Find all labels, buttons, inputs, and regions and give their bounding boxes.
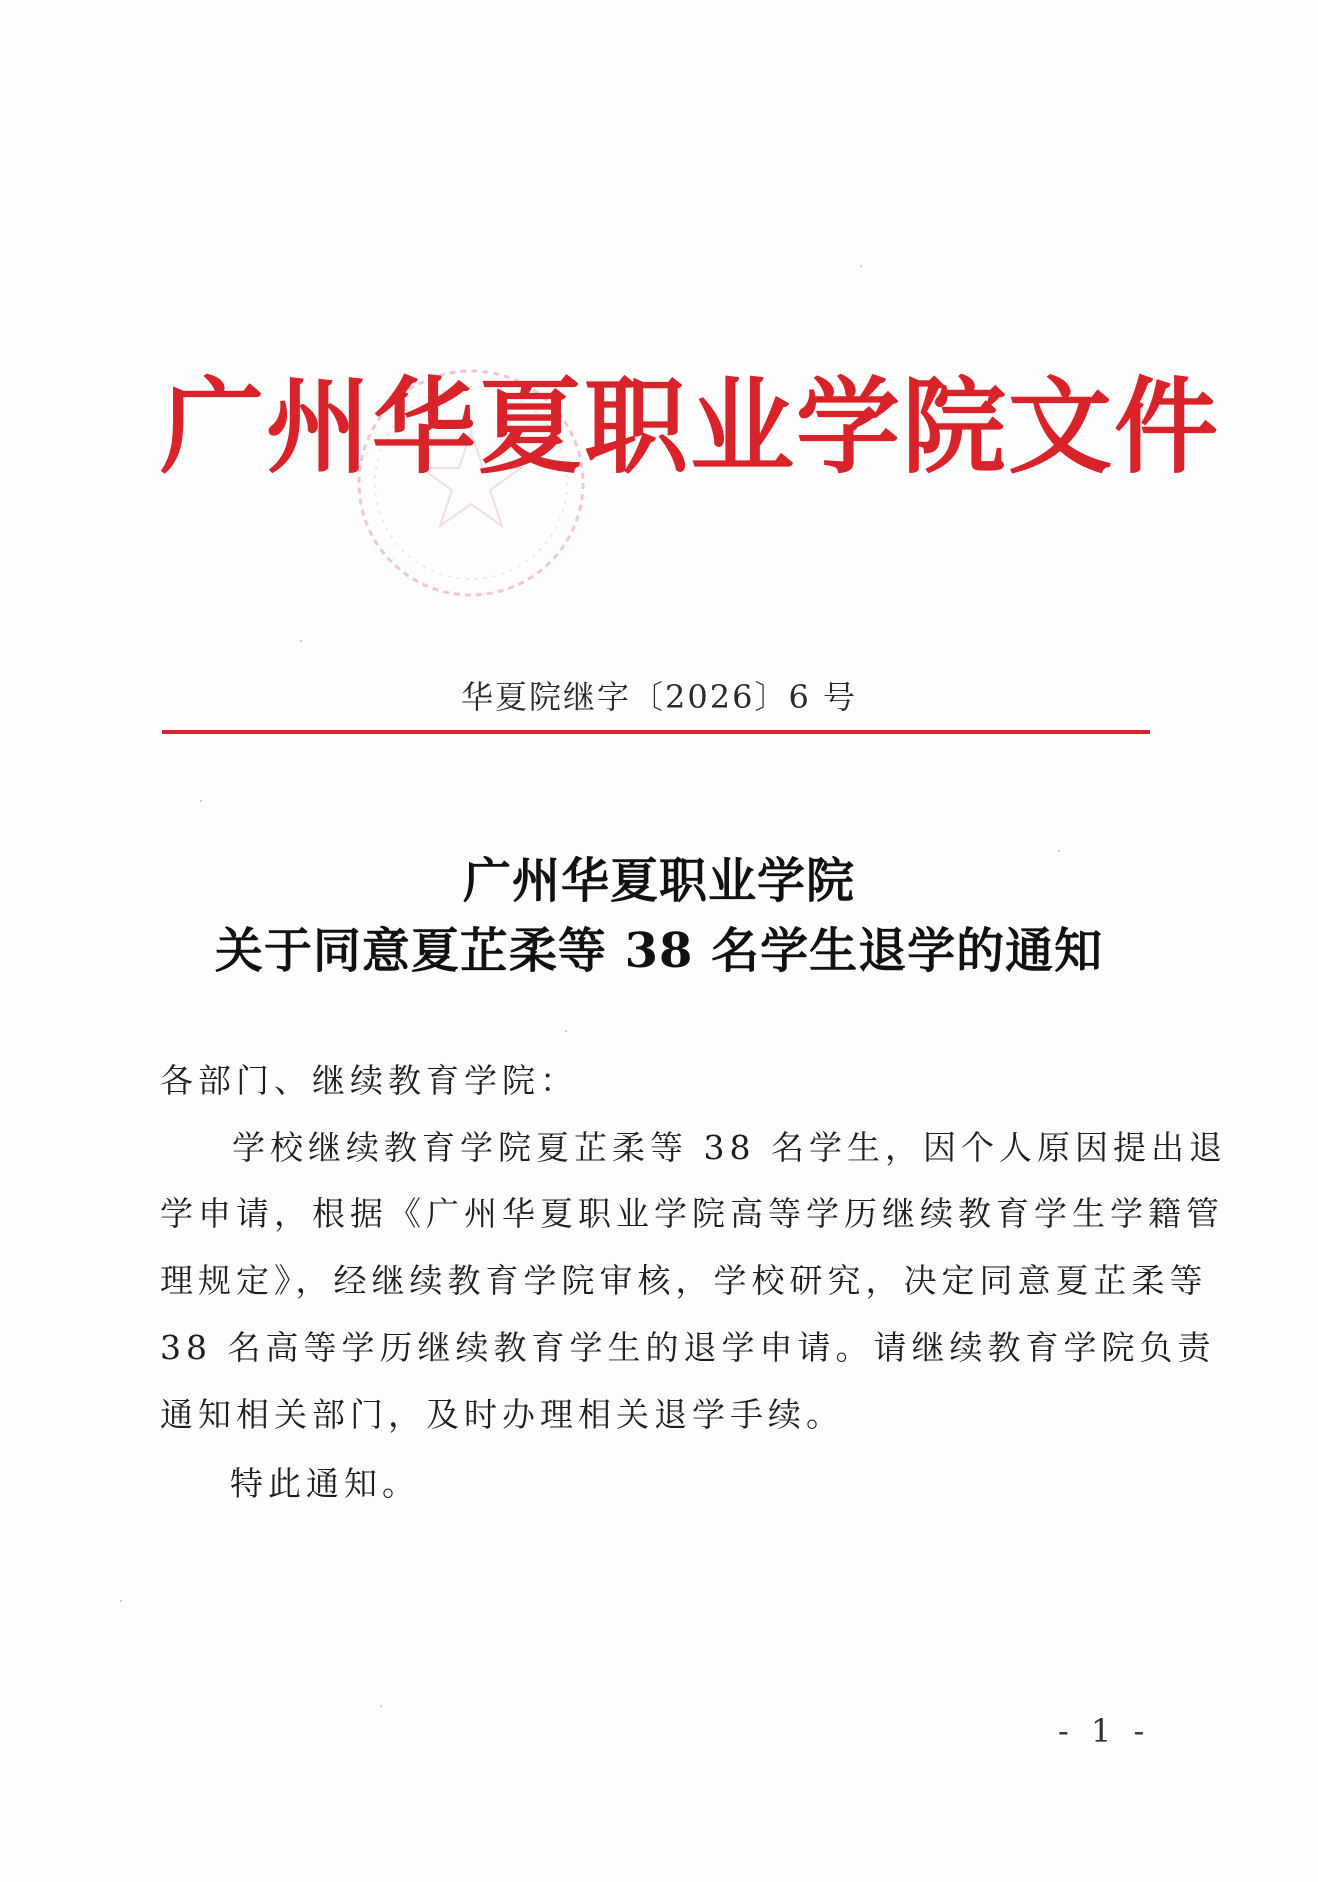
scan-speck	[565, 1030, 567, 1032]
red-divider-line	[162, 730, 1150, 734]
body-line: 理规定》，经继续教育学院审核，学校研究，决定同意夏芷柔等	[160, 1261, 1208, 1300]
body-line: 38 名高等学历继续教育学生的退学申请。请继续教育学院负责	[160, 1328, 1216, 1367]
body-line: 学校继续教育学院夏芷柔等 38 名学生，因个人原因提出退	[232, 1128, 1227, 1167]
body-line: 学申请，根据《广州华夏职业学院高等学历继续教育学生学籍管	[160, 1194, 1224, 1233]
scan-speck	[300, 640, 302, 642]
document-number: 华夏院继字〔2026〕6 号	[461, 678, 857, 716]
page-number: - 1 -	[1058, 1712, 1151, 1750]
letterhead-title: 广州华夏职业学院文件	[160, 365, 1221, 488]
addressee: 各部门、继续教育学院：	[160, 1061, 578, 1100]
scan-speck	[200, 800, 202, 802]
closing-line: 特此通知。	[230, 1464, 420, 1503]
scan-speck	[1058, 850, 1060, 852]
scan-speck	[380, 1705, 382, 1707]
body-line: 通知相关部门，及时办理相关退学手续。	[160, 1395, 844, 1434]
notice-title-line-2: 关于同意夏芷柔等 38 名学生退学的通知	[214, 923, 1104, 979]
scan-speck	[120, 1600, 122, 1602]
notice-title-line-1: 广州华夏职业学院	[462, 853, 855, 909]
scan-speck	[860, 265, 862, 267]
